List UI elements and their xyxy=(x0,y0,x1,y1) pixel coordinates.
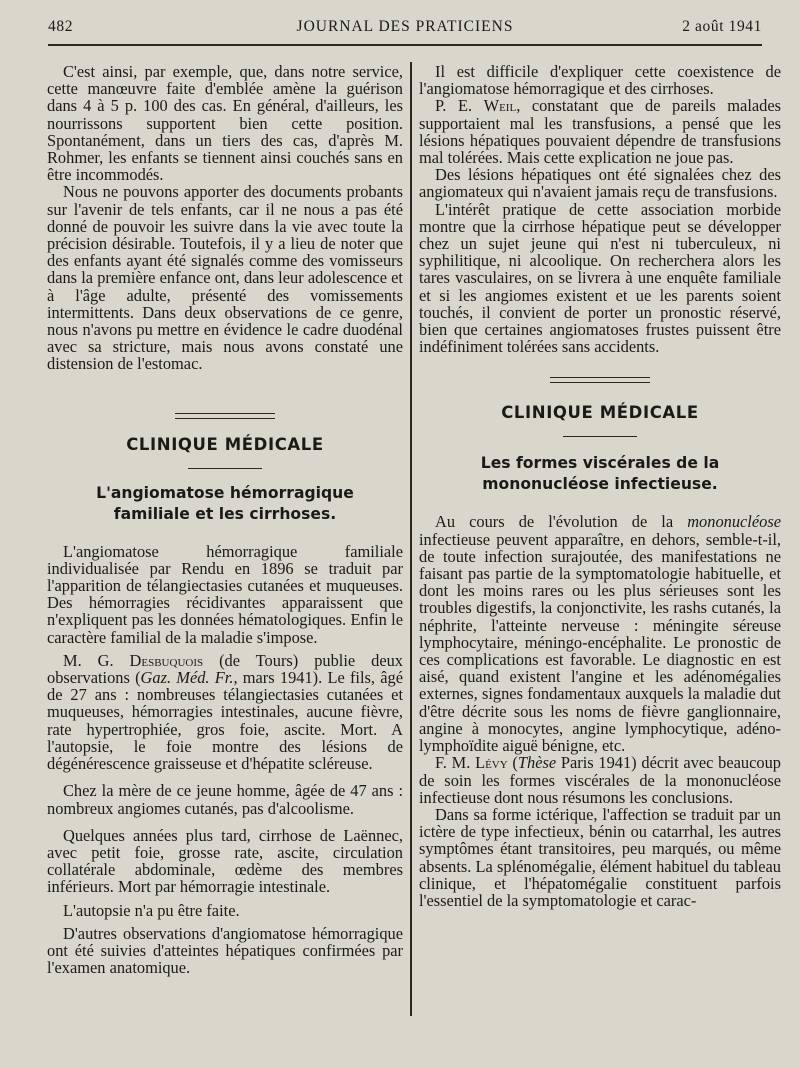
paragraph: Quelques années plus tard, cirrhose de Laënnec, avec petit foie, grosse rate, ascite, circulation collatérale abdominale, œdème des membres inférieurs. Mort par hémorragie intestinale. xyxy=(47,825,403,897)
paragraph: D'autres observations d'angiomatose hémorragique ont été suivies d'atteintes hépatiques confirmées par l'examen anatomique. xyxy=(47,923,403,978)
paragraph: Il est difficile d'expliquer cette coexistence de l'angiomatose hémorragique et des cirrhoses. xyxy=(419,62,781,99)
paragraph: L'intérêt pratique de cette association morbide montre que la cirrhose hépatique peut se développer chez un sujet jeune qui n'est ni tuberculeux, ni syphilitique, ni alcoolique. On recherchera alors les tares vasculaires, on se livrera à une enquête familiale et si les angiomes existent et ue les parents soient touchés, il convient de porter un pronostic réservé, bien que certaines angiomatoses frustes puissent être indéfiniment tolérées sans accidents. xyxy=(419,199,781,357)
paragraph: Nous ne pouvons apporter des documents probants sur l'avenir de tels enfants, car il ne nous a pas été donné de pouvoir les suivre dans la vie avec toute la précision désirable. Toutefois, il y a lieu de noter que des enfants ayant été signalés comme des vomisseurs dans la première enfance ont, dans leur adolescence et à l'âge adulte, présenté des vomissements intermittents. Dans deux observations de ce genre, nous n'avons pu mettre en évidence le cadre duodénal avec sa stricture, mais nous avons constaté une distension de l'estomac. xyxy=(47,182,403,374)
paragraph: L'autopsie n'a pu être faite. xyxy=(63,900,240,920)
paragraph: Des lésions hépatiques ont été signalées chez des angiomateux qui n'avaient jamais reçu de transfusions. xyxy=(419,165,781,202)
page-number: 482 xyxy=(48,18,74,35)
paragraph: F. M. Lévy (Thèse Paris 1941) décrit avec beaucoup de soin les formes viscérales de la mononucléose infectieuse dont nous résumons les conclusions. xyxy=(419,753,781,807)
left-column xyxy=(47,63,403,976)
paragraph: Dans sa forme ictérique, l'affection se traduit par un ictère de type infectieux, bénin ou catarrhal, les autres symptômes étant transitoires, peu marqués, ou même absents. La splénomégalie, élément habituel du tableau clinique, et l'hépatomégalie constituent parfois l'essentiel de la symptomatologie et carac- xyxy=(419,804,781,910)
paragraph: Chez la mère de ce jeune homme, âgée de 47 ans : nombreux angiomes cutanés, pas d'alcoolisme. xyxy=(47,781,403,818)
paragraph: L'angiomatose hémorragique familiale individualisée par Rendu en 1896 se traduit par l'apparition de télangiectasies cutanées et muqueuses. Des hémorragies récidivantes apparaissent que n'expliquent pas les données hématologiques. Enfin le caractère familial de la maladie s'impose. xyxy=(47,541,403,647)
thesis-reference: Thèse xyxy=(517,753,557,773)
header-rule xyxy=(48,44,762,46)
paragraph: C'est ainsi, par exemple, que, dans notre service, cette manœuvre faite d'emblée amène la guérison dans 4 à 5 p. 100 des cas. En général, d'ailleurs, les nourrissons supportent bien cette position. Spontanément, dans un tiers des cas, d'après M. Rohmer, les enfants se tiennent ainsi couchés sans en être incommodés. xyxy=(47,62,403,185)
journal-title: JOURNAL DES PRATICIENS xyxy=(296,18,514,35)
author-name: Desbuquois xyxy=(129,650,204,670)
author-name: Lévy xyxy=(475,753,508,773)
issue-date: 2 août 1941 xyxy=(682,18,762,35)
section-rubric: CLINIQUE MÉDICALE xyxy=(501,403,699,423)
article-title: L'angiomatose hémorragique familiale et les cirrhoses. xyxy=(96,483,354,523)
section-rubric: CLINIQUE MÉDICALE xyxy=(126,434,324,454)
paragraph: Au cours de l'évolution de la mononucléose infectieuse peuvent apparaître, en dehors, semble-t-il, de toute infection surajoutée, des manifestations ne faisant pas partie de la symptomatologie habituelle, et dont les moins rares ou les plus sérieuses sont les troubles digestifs, la conjonctivite, les rashs cutanés, la néphrite, l'atteinte nerveuse : méningite séreuse lymphocytaire, méningo-encéphalite. Le pronostic de ces complications est favorable. Le diagnostic en est aisé, quand existent l'angine et les adénomégalies externes, signes fondamentaux auxquels la maladie dut d'être décrite sous les noms de fièvre ganglionnaire, angine à monocytes, angine lymphocytique, adéno-lymphoïdite aiguë bénigne, etc. xyxy=(419,512,781,756)
author-name: Weil xyxy=(483,96,517,116)
right-column xyxy=(419,63,781,909)
article-title: Les formes viscérales de la mononucléose infectieuse. xyxy=(480,454,720,494)
running-header xyxy=(48,18,762,40)
paragraph: M. G. Desbuquois (de Tours) publie deux observations (Gaz. Méd. Fr., mars 1941). Le fils, âgé de 27 ans : nombreuses télangiectasies cutanées et muqueuses, hémorragies intestinales, aucune fièvre, rate hypertrophiée, gros foie, ascite. Mort. A l'autopsie, le foie montre des lésions de dégénérescence graisseuse et d'hépatite scléreuse. xyxy=(47,650,403,774)
journal-reference: Gaz. Méd. Fr. xyxy=(140,668,234,688)
paragraph: P. E. Weil, constatant que de pareils malades supportaient mal les transfusions, a pensé que les lésions hépatiques pouvaient dépendre de transfusions mal tolérées. Mais cette explication ne joue pas. xyxy=(419,96,781,168)
column-divider xyxy=(410,62,412,1016)
